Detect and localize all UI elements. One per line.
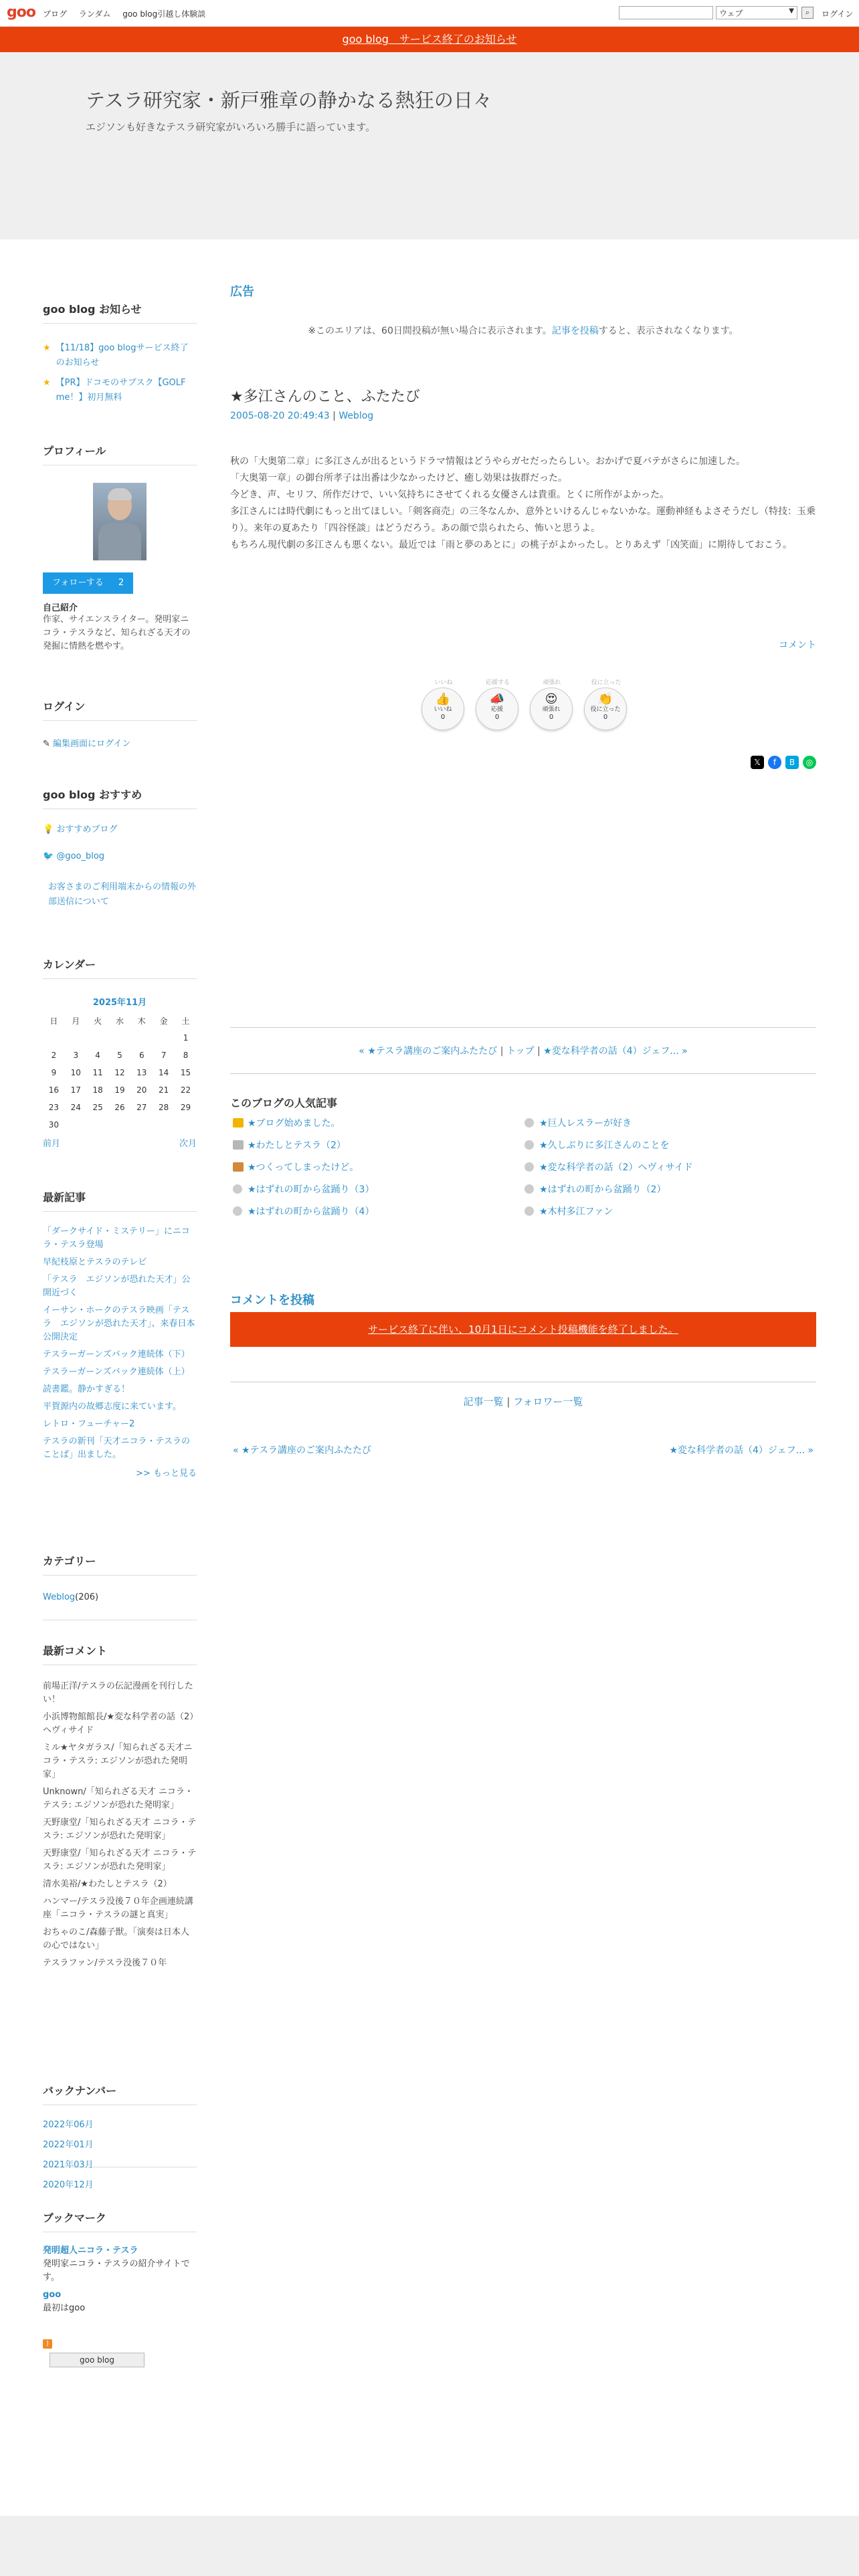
calendar-day[interactable]: 3 bbox=[73, 1051, 79, 1060]
calendar-day[interactable]: 4 bbox=[95, 1051, 100, 1060]
ad-heading: 広告 bbox=[230, 285, 254, 299]
calendar-day[interactable]: 19 bbox=[114, 1085, 125, 1095]
calendar-day[interactable]: 21 bbox=[159, 1085, 169, 1095]
post-paragraph: 多江さんには時代劇にもっと出てほしい。「剣客商売」の三冬なんか、意外といけるんじゃないかな。運動神経もよさそうだし（特技：玉乗り）。来年の夏あたり「四谷怪談」はどうだろう。あの顔で祟られたら、怖いと思うよ。 bbox=[230, 506, 816, 534]
comment-closed-notice[interactable]: サービス終了に伴い、10月1日にコメント投稿機能を終了しました。 bbox=[230, 1312, 816, 1347]
calendar-day[interactable]: 24 bbox=[70, 1103, 81, 1112]
calendar-day bbox=[65, 1029, 87, 1047]
news-title: goo blog お知らせ bbox=[43, 301, 197, 324]
calendar-week bbox=[43, 1029, 197, 1047]
calendar-day[interactable]: 23 bbox=[48, 1103, 60, 1112]
post-paragraph: 秋の「大奥第二章」に多江さんが出るというドラマ情報はどうやらガセだったらしい。おかげで夏バテがさらに加速した。 bbox=[230, 456, 745, 467]
calendar-day[interactable]: 29 bbox=[180, 1103, 191, 1112]
reaction-count: 0 bbox=[549, 714, 554, 721]
top-link[interactable]: トップ bbox=[506, 1046, 535, 1057]
reaction-label: 応援 bbox=[490, 706, 503, 713]
comment-post-title: コメントを投稿 bbox=[230, 1293, 314, 1307]
blog-title[interactable]: テスラ研究家・新戸雅章の静かなる熱狂の日々 bbox=[86, 89, 492, 112]
reaction-icon: 👍 bbox=[435, 692, 451, 706]
pager-separator: | bbox=[537, 1046, 544, 1057]
recent-post-link[interactable]: 早紀枝原とテスラのテレビ bbox=[43, 1257, 147, 1267]
reaction-button[interactable] bbox=[476, 679, 518, 730]
calendar-day[interactable]: 20 bbox=[136, 1085, 147, 1095]
profile-section bbox=[43, 443, 197, 653]
comment-link[interactable]: コメント bbox=[779, 640, 816, 651]
recent-comment-item[interactable]: テスラファン/テスラ没後７０年 bbox=[43, 1958, 167, 1968]
popular-post-item[interactable] bbox=[524, 1205, 812, 1218]
recent-post-link[interactable]: 平賀源内の故郷志度に来ています。 bbox=[43, 1402, 181, 1412]
crown-icon bbox=[233, 1162, 244, 1172]
calendar-day[interactable]: 16 bbox=[48, 1085, 60, 1095]
post-paragraph: もちろん現代劇の多江さんも悪くない。最近では「雨と夢のあとに」の桃子がよかったし。とりあえず「凶笑面」に期待しておこう。 bbox=[230, 540, 792, 550]
reaction-buttons bbox=[421, 679, 627, 730]
reaction-icon: 📣 bbox=[489, 692, 505, 706]
calendar-day[interactable]: 13 bbox=[136, 1068, 147, 1077]
lightbulb-icon: 💡 bbox=[43, 825, 54, 835]
post-paragraph: 「大奥第一章」の御台所孝子は出番は少なかったけど、癒し効果は抜群だった。 bbox=[230, 473, 567, 484]
rank-dot-icon bbox=[524, 1206, 534, 1216]
crown-icon bbox=[233, 1140, 244, 1150]
calendar-weekday: 日 bbox=[50, 1016, 58, 1026]
backnumber-link[interactable]: 2021年03月 bbox=[43, 2160, 94, 2170]
calendar-day[interactable]: 1 bbox=[183, 1033, 189, 1043]
recent-comment-item[interactable]: 天野康堂/「知られざる天才 ニコラ・テスラ: エジソンが恐れた発明家」 bbox=[43, 1818, 197, 1841]
post-title[interactable]: ★多江さんのこと、ふたたび bbox=[230, 389, 420, 405]
recent-post-link[interactable]: レトロ・フューチャー2 bbox=[43, 1419, 135, 1429]
external-send-notice-link[interactable]: お客さまのご利用端末からの情報の外部送信について bbox=[48, 882, 197, 907]
bottom-prev-link[interactable]: « ★テスラ講座のご案内ふたたび bbox=[233, 1445, 372, 1456]
popular-post-link[interactable]: ★木村多江ファン bbox=[539, 1206, 613, 1217]
calendar-day[interactable]: 12 bbox=[114, 1068, 125, 1077]
hatena-share-icon[interactable]: B bbox=[785, 756, 799, 769]
news-section bbox=[43, 301, 197, 405]
bookmark-tesla-desc: 発明家ニコラ・テスラの紹介サイトです。 bbox=[43, 2259, 190, 2282]
top-nav-random[interactable]: ランダム bbox=[78, 9, 111, 19]
calendar-title: カレンダー bbox=[43, 956, 197, 979]
category-title: カテゴリー bbox=[43, 1553, 197, 1576]
calendar-section bbox=[43, 956, 197, 1149]
calendar-week bbox=[43, 1064, 197, 1081]
meta-separator: | bbox=[332, 411, 339, 421]
calendar-day[interactable]: 2 bbox=[51, 1051, 57, 1060]
follow-count: 2 bbox=[118, 578, 124, 588]
calendar-day bbox=[43, 1029, 65, 1047]
calendar-day[interactable]: 6 bbox=[138, 1051, 145, 1060]
next-post-link[interactable]: ★変な科学者の話（4）ジェフ... » bbox=[543, 1046, 688, 1057]
popular-post-item[interactable] bbox=[524, 1183, 812, 1196]
search-icon: ⌕ bbox=[805, 8, 810, 17]
top-nav-moving[interactable]: goo blog引越し体験談 bbox=[122, 9, 206, 19]
reaction-label: 頑張れ bbox=[542, 706, 561, 713]
news-item[interactable] bbox=[43, 376, 197, 405]
reaction-sublabel: 応援する bbox=[485, 679, 510, 686]
chevron-down-icon: ▼ bbox=[789, 7, 794, 15]
recent-posts-section bbox=[43, 1189, 197, 1479]
avatar[interactable] bbox=[93, 483, 147, 560]
post-article-link[interactable]: 記事を投稿 bbox=[551, 326, 599, 336]
editor-login-link[interactable]: 編集画面にログイン bbox=[53, 739, 131, 749]
calendar-weekday: 金 bbox=[159, 1016, 168, 1026]
calendar-day[interactable]: 27 bbox=[136, 1103, 147, 1112]
recent-comment-item[interactable]: 小浜博物館館長/★変な科学者の話（2）ヘヴィサイド bbox=[43, 1712, 194, 1735]
prev-post-link[interactable]: « ★テスラ講座のご案内ふたたび bbox=[359, 1046, 498, 1057]
reaction-icon: 👏 bbox=[597, 692, 613, 706]
popular-title: このブログの人気記事 bbox=[230, 1097, 338, 1109]
rank-dot-icon bbox=[524, 1140, 534, 1150]
rank-dot-icon bbox=[233, 1206, 242, 1216]
popular-right-column bbox=[524, 1117, 812, 1227]
popular-post-item[interactable] bbox=[524, 1139, 812, 1152]
login-title: ログイン bbox=[43, 698, 197, 721]
calendar-week bbox=[43, 1116, 197, 1134]
backnumber-section bbox=[43, 2082, 197, 2190]
badge-label: goo blog bbox=[79, 2355, 115, 2365]
popular-post-item[interactable] bbox=[233, 1139, 520, 1152]
popular-post-item[interactable] bbox=[233, 1183, 520, 1196]
news-item-label[interactable]: 【PR】ドコモのサブスク【GOLF me！】初月無料 bbox=[56, 378, 186, 403]
reaction-sublabel: 役に立った bbox=[591, 679, 622, 686]
recent-comment-item[interactable]: おちゃのこ/森藤子獣。「演奏は日本人の心ではない」 bbox=[43, 1927, 189, 1951]
reaction-label: 役に立った bbox=[590, 706, 621, 713]
popular-post-link[interactable]: ★ブログ始めました。 bbox=[248, 1118, 341, 1129]
category-count: (206) bbox=[75, 1592, 99, 1602]
post-pager bbox=[230, 1027, 816, 1074]
calendar-day[interactable]: 11 bbox=[92, 1068, 103, 1077]
recent-posts-title: 最新記事 bbox=[43, 1189, 197, 1212]
recent-post-link[interactable]: 読書鑑。静かすぎる！ bbox=[43, 1384, 130, 1394]
recent-comment-item[interactable]: ハンマー/テスラ没後７０年企画連続講座「ニコラ・テスラの謎と真実」 bbox=[43, 1897, 193, 1920]
follow-label: フォローする bbox=[52, 578, 104, 588]
recent-comment-item[interactable]: Unknown/「知られざる天才 ニコラ・テスラ: エジソンが恐れた発明家」 bbox=[43, 1787, 193, 1810]
recent-post-link[interactable]: テスラーガーンズバック連続体（下） bbox=[43, 1350, 190, 1360]
recent-post-link[interactable]: 「ダークサイド・ミステリー」にニコラ・テスラ登場 bbox=[43, 1226, 190, 1250]
calendar-week bbox=[43, 1099, 197, 1116]
prev-month-link[interactable]: 前月 bbox=[43, 1139, 61, 1149]
news-item-label[interactable]: 【11/18】goo blogサービス終了のお知らせ bbox=[56, 343, 189, 368]
popular-post-link[interactable]: ★はずれの町から盆踊り（3） bbox=[248, 1184, 375, 1195]
calendar-nav bbox=[43, 1136, 197, 1149]
list-links bbox=[230, 1382, 816, 1420]
links-separator: | bbox=[506, 1396, 514, 1408]
popular-post-link[interactable]: ★わたしとテスラ（2） bbox=[248, 1140, 346, 1151]
recent-comments-title: 最新コメント bbox=[43, 1642, 197, 1665]
calendar-day[interactable]: 8 bbox=[183, 1051, 189, 1060]
goo-blog-badge[interactable] bbox=[50, 2353, 145, 2367]
calendar-day bbox=[130, 1029, 153, 1047]
calendar-day bbox=[87, 1029, 109, 1047]
popular-post-item[interactable] bbox=[524, 1117, 812, 1130]
calendar-day[interactable]: 15 bbox=[180, 1068, 191, 1077]
calendar-weekday: 水 bbox=[115, 1016, 124, 1026]
reaction-count: 0 bbox=[440, 714, 446, 721]
reaction-button[interactable] bbox=[421, 679, 464, 730]
crown-icon bbox=[233, 1118, 244, 1128]
calendar-weekday: 木 bbox=[137, 1016, 146, 1026]
twitter-icon: 🐦 bbox=[43, 851, 54, 861]
popular-post-item[interactable] bbox=[524, 1161, 812, 1174]
calendar-day[interactable]: 26 bbox=[114, 1103, 125, 1112]
follow-button[interactable] bbox=[43, 572, 133, 594]
intro-heading: 自己紹介 bbox=[43, 603, 78, 613]
reaction-button[interactable] bbox=[530, 679, 573, 730]
share-buttons bbox=[751, 756, 816, 769]
backnumber-link[interactable]: 2020年12月 bbox=[43, 2180, 94, 2190]
more-posts-link[interactable]: >> もっと見る bbox=[136, 1469, 197, 1479]
goo-blog-twitter-link[interactable]: @goo_blog bbox=[56, 851, 105, 861]
rank-dot-icon bbox=[524, 1118, 534, 1128]
reaction-sublabel: いいね bbox=[434, 679, 453, 686]
backnumber-link[interactable]: 2022年06月 bbox=[43, 2120, 94, 2130]
recent-post-link[interactable]: テスラーガーンズバック連続体（上） bbox=[43, 1367, 190, 1377]
popular-post-link[interactable]: ★はずれの町から盆踊り（2） bbox=[539, 1184, 666, 1195]
calendar-day bbox=[153, 1116, 175, 1134]
search-type-value: ウェブ bbox=[719, 9, 743, 18]
bookmark-goo-link[interactable]: goo bbox=[43, 2290, 62, 2300]
recent-comment-item[interactable]: 前場正洋/テスラの伝記漫画を刊行したい！ bbox=[43, 1681, 193, 1705]
goo-logo[interactable]: goo bbox=[7, 4, 35, 21]
news-item[interactable] bbox=[43, 341, 197, 370]
calendar-week bbox=[43, 1081, 197, 1099]
calendar-day bbox=[109, 1116, 131, 1134]
reaction-label: いいね bbox=[434, 706, 452, 713]
calendar-table bbox=[43, 1012, 197, 1134]
calendar-day[interactable]: 10 bbox=[70, 1068, 81, 1077]
calendar-day[interactable]: 17 bbox=[70, 1085, 81, 1095]
search-type-select[interactable] bbox=[716, 6, 797, 19]
bottom-next-link[interactable]: ★変な科学者の話（4）ジェフ... » bbox=[669, 1445, 814, 1456]
star-icon: ★ bbox=[43, 343, 51, 353]
recommend-section bbox=[43, 786, 197, 909]
bookmark-section bbox=[43, 2210, 197, 2367]
calendar-day bbox=[130, 1116, 153, 1134]
post-body bbox=[230, 453, 816, 554]
recent-comments-section bbox=[43, 1642, 197, 1974]
recent-comment-item[interactable]: 天野康堂/「知られざる天才 ニコラ・テスラ: エジソンが恐れた発明家」 bbox=[43, 1848, 197, 1872]
top-nav bbox=[43, 8, 215, 19]
category-weblog-link[interactable]: Weblog bbox=[43, 1592, 76, 1602]
search-button[interactable] bbox=[801, 7, 814, 19]
popular-post-link[interactable]: ★久しぶりに多江さんのことを bbox=[539, 1140, 670, 1151]
calendar-weekday: 土 bbox=[181, 1016, 190, 1026]
calendar-day bbox=[109, 1029, 131, 1047]
calendar-day[interactable]: 22 bbox=[180, 1085, 191, 1095]
backnumber-title: バックナンバー bbox=[43, 2082, 197, 2105]
pager-separator: | bbox=[500, 1046, 506, 1057]
rank-dot-icon bbox=[524, 1184, 534, 1194]
calendar-week bbox=[43, 1047, 197, 1064]
ad-note-suffix: すると、表示されなくなります。 bbox=[598, 326, 739, 336]
next-month-link[interactable]: 次月 bbox=[179, 1139, 197, 1149]
top-nav-blog[interactable]: ブログ bbox=[43, 9, 68, 19]
calendar-day[interactable]: 30 bbox=[48, 1120, 60, 1130]
login-section bbox=[43, 698, 197, 752]
calendar-day[interactable]: 9 bbox=[51, 1068, 57, 1077]
calendar-day bbox=[65, 1116, 87, 1134]
popular-post-link[interactable]: ★はずれの町から盆踊り（4） bbox=[248, 1206, 375, 1217]
post-paragraph: 今どき、声、セリフ、所作だけで、いい気持ちにさせてくれる女優さんは貴重。とくに所作がよかった。 bbox=[230, 490, 670, 500]
post-meta bbox=[230, 411, 373, 421]
calendar-weekday: 火 bbox=[94, 1016, 102, 1026]
calendar-weekday: 月 bbox=[72, 1016, 80, 1026]
line-share-icon[interactable]: ◎ bbox=[803, 756, 816, 769]
service-end-notice[interactable]: goo blog サービス終了のお知らせ bbox=[0, 27, 859, 52]
intro-text: 作家、サイエンスライター。発明家ニコラ・テスラなど、知られざる天才の発掘に情熱を燃やす。 bbox=[43, 615, 191, 651]
facebook-share-icon[interactable]: f bbox=[768, 756, 781, 769]
calendar-day bbox=[175, 1116, 197, 1134]
backnumber-link[interactable]: 2022年01月 bbox=[43, 2140, 94, 2150]
reaction-icon: 😍 bbox=[545, 692, 558, 706]
ad-note-prefix: ※このエリアは、60日間投稿が無い場合に表示されます。 bbox=[308, 326, 552, 336]
follower-list-link[interactable]: フォロワー一覧 bbox=[513, 1396, 583, 1408]
popular-post-item[interactable] bbox=[233, 1205, 520, 1218]
calendar-day[interactable]: 5 bbox=[117, 1051, 122, 1060]
bookmark-goo-desc: 最初はgoo bbox=[43, 2303, 86, 2313]
calendar-day[interactable]: 28 bbox=[159, 1103, 169, 1112]
calendar-day[interactable]: 25 bbox=[92, 1103, 103, 1112]
reaction-count: 0 bbox=[603, 714, 608, 721]
rank-dot-icon bbox=[524, 1162, 534, 1172]
recent-post-link[interactable]: テスラの新刊「天才ニコラ・テスラのことば」出ました。 bbox=[43, 1436, 190, 1460]
calendar-day bbox=[87, 1116, 109, 1134]
login-link[interactable]: ログイン bbox=[822, 9, 854, 19]
post-category-link[interactable]: Weblog bbox=[339, 411, 374, 421]
post-date[interactable]: 2005-08-20 20:49:43 bbox=[230, 411, 330, 421]
footer bbox=[0, 2516, 859, 2576]
calendar-day[interactable]: 14 bbox=[159, 1068, 169, 1077]
calendar-month: 2025年11月 bbox=[92, 998, 147, 1008]
calendar-day[interactable]: 18 bbox=[92, 1085, 103, 1095]
blog-header bbox=[0, 52, 859, 239]
calendar-day[interactable]: 7 bbox=[161, 1051, 167, 1060]
post-list-link[interactable]: 記事一覧 bbox=[463, 1396, 504, 1408]
recent-post-link[interactable]: イーサン・ホークのテスラ映画「テスラ エジソンが恐れた天才」、来春日本公開決定 bbox=[43, 1305, 195, 1342]
bookmark-tesla-link[interactable]: 発明超人ニコラ・テスラ bbox=[43, 2246, 138, 2256]
popular-post-item[interactable] bbox=[233, 1117, 520, 1130]
ad-note bbox=[230, 324, 816, 337]
recommend-blog-link[interactable]: おすすめブログ bbox=[56, 825, 118, 835]
pencil-icon: ✎ bbox=[43, 739, 54, 749]
reaction-sublabel: 頑張れ bbox=[543, 679, 561, 686]
blog-description: エジソンも好きなテスラ研究家がいろいろ勝手に語っています。 bbox=[86, 121, 376, 133]
recent-post-link[interactable]: 「テスラ エジソンが恐れた天才」公開近づく bbox=[43, 1275, 191, 1298]
recommend-title: goo blog おすすめ bbox=[43, 786, 197, 809]
popular-post-link[interactable]: ★変な科学者の話（2）ヘヴィサイド bbox=[539, 1162, 693, 1173]
recent-comment-item[interactable]: ミル★ヤタガラス/「知られざる天才ニコラ・テスラ: エジソンが恐れた発明家」 bbox=[43, 1743, 193, 1780]
popular-left-column bbox=[233, 1117, 520, 1227]
x-share-icon[interactable]: 𝕏 bbox=[751, 756, 764, 769]
top-bar bbox=[0, 0, 859, 27]
star-icon: ★ bbox=[43, 378, 51, 388]
popular-post-link[interactable]: ★巨人レスラーが好き bbox=[539, 1118, 632, 1129]
rank-dot-icon bbox=[233, 1184, 242, 1194]
rss-icon[interactable]: ) bbox=[43, 2339, 52, 2349]
bookmark-title: ブックマーク bbox=[43, 2210, 197, 2232]
reaction-count: 0 bbox=[494, 714, 500, 721]
category-section bbox=[43, 1553, 197, 1620]
recent-comment-item[interactable]: 清水美裕/★わたしとテスラ（2） bbox=[43, 1879, 172, 1889]
calendar-day bbox=[153, 1029, 175, 1047]
reaction-button[interactable] bbox=[584, 679, 627, 730]
profile-title: プロフィール bbox=[43, 443, 197, 465]
popular-post-link[interactable]: ★つくってしまったけど。 bbox=[248, 1162, 359, 1173]
search-input[interactable] bbox=[619, 6, 713, 19]
popular-post-item[interactable] bbox=[233, 1161, 520, 1174]
